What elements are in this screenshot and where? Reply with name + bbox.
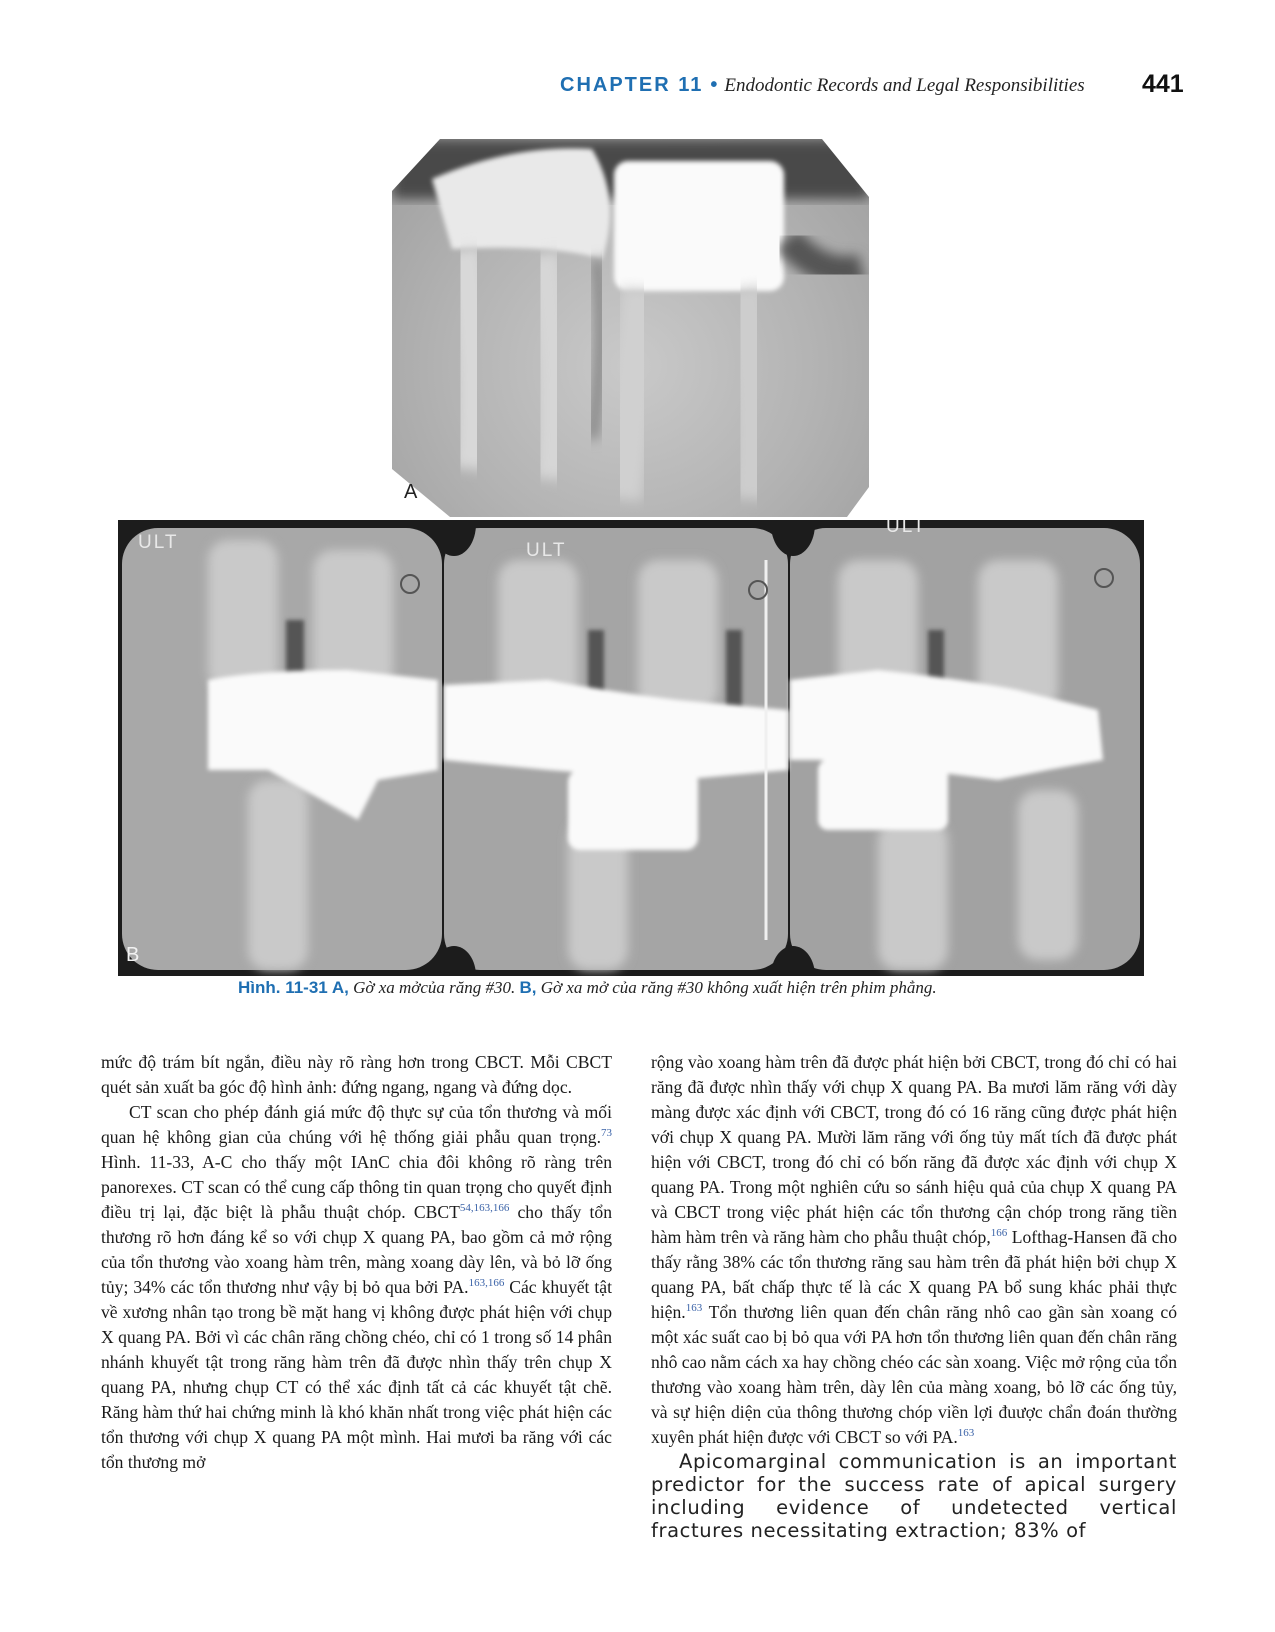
figure-caption: [238, 978, 1138, 998]
english-paragraph: Apicomarginal communication is an important predictor for the success rate of apical surgery including evidence of undetected vertical fractures necessitating extraction; 83% of: [651, 1450, 1177, 1542]
film-mark-1: ULT: [138, 532, 179, 553]
left-p2-text-d: Các khuyết tật về xương nhân tạo trong bề mặt hang vị không được phát hiện với chụp X quang PA. Bởi vì các chân răng chồng chéo, chỉ có 1 trong số 14 phân nhánh khuyết tật trong răng hàm trên đã được nhìn thấy trên chụp X quang PA, nhưng chụp CT có thể xác định tất cả các khuyết tật chẽ. Răng hàm thứ hai chứng minh là khó khăn nhất trong việc phát hiện các tổn thương với chụp X quang PA một mình. Hai mươi ba răng với các tổn thương mở: [101, 1277, 612, 1472]
radiograph-a: [392, 139, 869, 517]
right-p1-text-c: Tổn thương liên quan đến chân răng nhô cao gần sàn xoang có một xác suất cao bị bỏ qua với PA hơn tổn thương liên quan đến chân răng nhô cao nằm cách xa hay chồng chéo các sàn xoang. Việc mở rộng của tổn thương vào xoang hàm trên, dày lên của màng xoang, bỏ lỡ các ống tủy, và sự hiện diện của thông thương chóp viền lợi đuược chẩn đoán thường xuyên phát hiện được với CBCT so với PA.: [651, 1302, 1177, 1447]
left-column: [101, 1050, 612, 1475]
citation-ref[interactable]: 73: [601, 1127, 612, 1140]
radiograph-a-graphic: [392, 139, 869, 517]
panel-a-label: A: [404, 481, 418, 503]
radiograph-b: [118, 520, 1144, 976]
citation-ref[interactable]: 166: [990, 1227, 1008, 1240]
left-p2-text-a: CT scan cho phép đánh giá mức độ thực sự của tổn thương và mối quan hệ không gian của chúng với hệ thống giải phẫu quan trọng.: [101, 1102, 612, 1147]
caption-label-a: Hình. 11-31 A,: [238, 978, 349, 997]
panel-b-label: B: [126, 944, 140, 966]
citation-ref[interactable]: 163,166: [468, 1277, 505, 1290]
citation-ref[interactable]: 163: [957, 1427, 975, 1440]
chapter-label: CHAPTER 11: [560, 74, 704, 96]
left-p2-text-c: cho thấy tổn thương rõ hơn đáng kể so với chụp X quang PA, bao gồm cả mở rộng của tổn thương vào xoang hàm trên, màng xoang dày lên, và bỏ lỡ ống tủy; 34% các tổn thương như vậy bị bỏ qua bởi PA.: [101, 1202, 612, 1297]
left-paragraph-2: [101, 1100, 612, 1475]
caption-text-b: Gờ xa mở của răng #30 không xuất hiện trên phim phẳng.: [536, 978, 937, 997]
right-p1-text-b: Lofthag-Hansen đã cho thấy rằng 38% các tổn thương răng sau hàm trên đã phát hiện bởi chụp X quang PA, bất chấp thực tế là các X quang PA bổ sung khác phải thực hiện.: [651, 1227, 1177, 1322]
film-mark-3: ULT: [886, 520, 927, 537]
radiograph-b-graphic: [118, 520, 1144, 976]
running-header: [560, 74, 1186, 104]
chapter-title: Endodontic Records and Legal Responsibilities: [724, 75, 1085, 96]
page-number: 441: [1142, 70, 1184, 98]
citation-ref[interactable]: 54,163,166: [459, 1202, 510, 1215]
caption-label-b: B,: [519, 978, 537, 997]
right-column: [651, 1050, 1177, 1542]
film-mark-2: ULT: [526, 540, 567, 561]
right-p1-text-a: rộng vào xoang hàm trên đã được phát hiện bởi CBCT, trong đó chỉ có hai răng đã được nhìn thấy với chụp X quang PA. Ba mươi lăm răng với dày màng được xác định với CBCT, trong đó có 16 răng cũng được phát hiện với chụp X quang PA. Mười lăm răng với ống tủy mất tích đã được phát hiện với CBCT, trong đó chỉ có bốn răng đã được xác định với chụp X quang PA. Trong một nghiên cứu so sánh hiệu quả của chụp X quang PA và CBCT trong việc phát hiện các tổn thương cận chóp trong răng tiền hàm hàm trên và răng hàm cho phẫu thuật chóp,: [651, 1052, 1177, 1247]
header-bullet: •: [710, 74, 718, 96]
right-paragraph-1: [651, 1050, 1177, 1450]
citation-ref[interactable]: 163: [685, 1302, 703, 1315]
left-paragraph-1: mức độ trám bít ngắn, điều này rõ ràng hơn trong CBCT. Mỗi CBCT quét sản xuất ba góc độ hình ảnh: đứng ngang, ngang và đứng dọc.: [101, 1052, 612, 1097]
left-p2-text-b: Hình. 11-33, A-C cho thấy một IAnC chia đôi không rõ ràng trên panorexes. CT scan có thể cung cấp thông tin quan trọng cho quyết định điều trị lại, đặc biệt là phẫu thuật chóp. CBCT: [101, 1152, 612, 1222]
caption-text-a: Gờ xa mởcủa răng #30.: [348, 978, 520, 997]
